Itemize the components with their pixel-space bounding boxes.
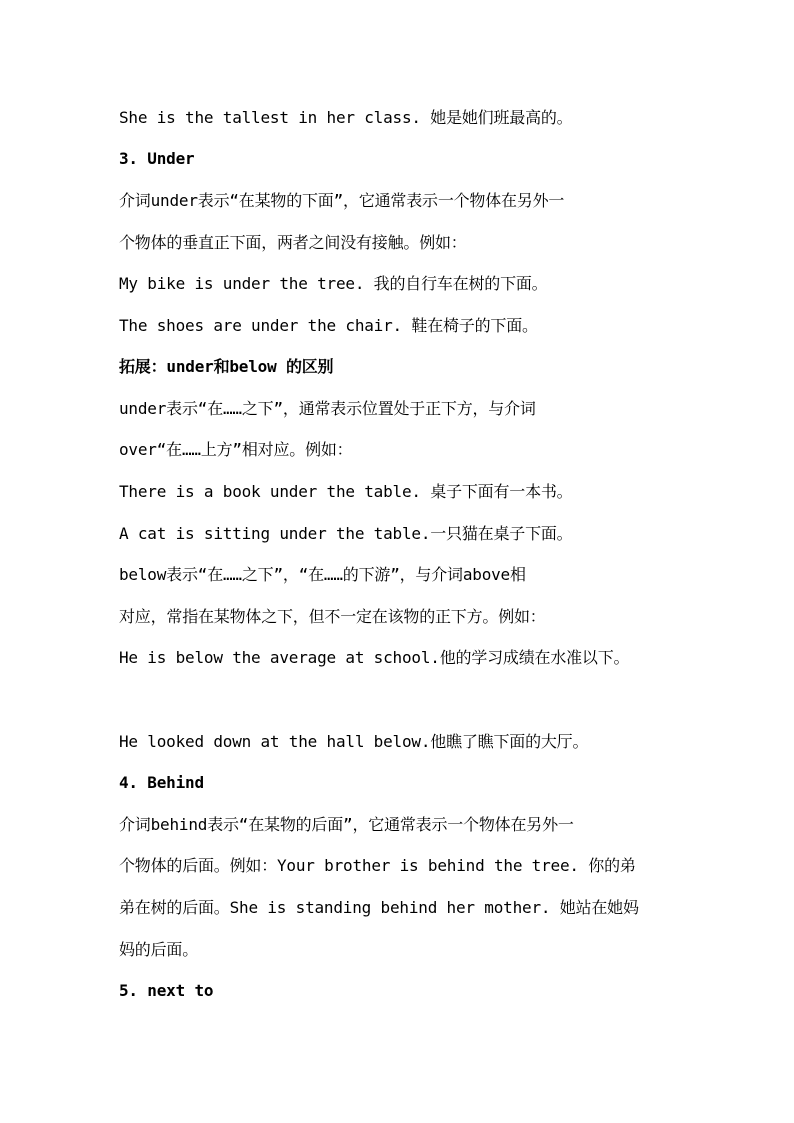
paragraph-line: 介词behind表示“在某物的后面”，它通常表示一个物体在另外一 (119, 815, 574, 834)
paragraph-line: 个物体的垂直正下面，两者之间没有接触。例如： (119, 233, 467, 252)
example-sentence: He looked down at the hall below.他瞧了瞧下面的大厅。 (119, 732, 589, 751)
paragraph-line: over“在……上方”相对应。例如： (119, 440, 353, 459)
example-sentence: A cat is sitting under the table.一只猫在桌子下面。 (119, 524, 573, 543)
paragraph-line: 介词under表示“在某物的下面”，它通常表示一个物体在另外一 (119, 191, 565, 210)
paragraph-line: under表示“在……之下”，通常表示位置处于正下方，与介词 (119, 399, 536, 418)
paragraph-line: 对应，常指在某物体之下，但不一定在该物的正下方。例如： (119, 607, 546, 626)
subsection-heading: 拓展：under和below 的区别 (119, 357, 334, 376)
section-heading-next-to: 5. next to (119, 981, 214, 1000)
paragraph-line: below表示“在……之下”，“在……的下游”，与介词above相 (119, 565, 526, 584)
example-sentence: There is a book under the table. 桌子下面有一本书。 (119, 482, 573, 501)
example-sentence: My bike is under the tree. 我的自行车在树的下面。 (119, 274, 548, 293)
example-sentence: He is below the average at school.他的学习成绩在水准以下。 (119, 648, 630, 667)
paragraph-line: 妈的后面。 (119, 940, 199, 959)
section-heading-behind: 4. Behind (119, 773, 204, 792)
example-sentence: She is the tallest in her class. 她是她们班最高的。 (119, 108, 573, 127)
paragraph-line: 个物体的后面。例如：Your brother is behind the tree. 你的弟 (119, 856, 636, 875)
section-heading-under: 3. Under (119, 149, 195, 168)
paragraph-line: 弟在树的后面。She is standing behind her mother. 她站在她妈 (119, 898, 639, 917)
example-sentence: The shoes are under the chair. 鞋在椅子的下面。 (119, 316, 538, 335)
